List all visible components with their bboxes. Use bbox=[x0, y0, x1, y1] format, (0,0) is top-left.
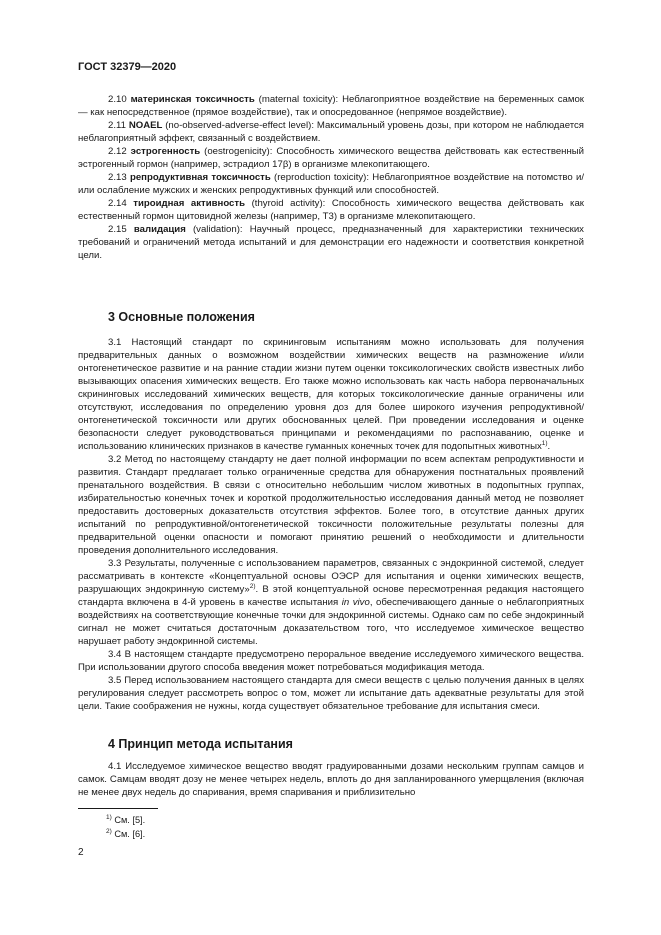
section-3-heading: 3 Основные положения bbox=[108, 310, 255, 324]
page-number: 2 bbox=[78, 847, 84, 858]
definition-item: 2.15 валидация (validation): Научный процесс, предназначенный для характеристики технических требований и ограничений метода испытаний и для демонстрации его надежности и соответствия конкретной цели. bbox=[78, 224, 584, 261]
paragraph-3-4: 3.4 В настоящем стандарте предусмотрено пероральное введение исследуемого химического вещества. При использовании другого способа введения может потребоваться модификация метода. bbox=[78, 649, 584, 673]
footnote-divider bbox=[78, 808, 158, 809]
paragraph-3-2: 3.2 Метод по настоящему стандарту не дает полной информации по всем аспектам репродуктивности и развития. Стандарт предлагает только ограниченные средства для обнаружения постнатальных проявлений пренатального воздействия. В связи с относительно небольшим числом животных в подопытных группах, избирательностью конечных точек и короткой продолжительностью исследования данный метод не позволяет предоставить достоверных доказательств отсутствия эффектов. Более того, в отсутствие данных других испытаний по репродуктивной/онтогенетической токсичности положительные результаты полезны для предварительной оценки опасности и помогают принятию решений о необходимости и длительности проведения дополнительного исследования. bbox=[78, 454, 584, 556]
definition-item: 2.11 NOAEL (no-observed-adverse-effect level): Максимальный уровень дозы, при котором не наблюдается неблагоприятный эффект, связанный с воздействием. bbox=[78, 120, 584, 144]
paragraph-3-3: 3.3 Результаты, полученные с использованием параметров, связанных с эндокринной системой, следует рассматривать в контексте «Концептуальной основы ОЭСР для испытания и оценки химических веществ, разрушающих эндокринную систему»$^{2)}$. В этой концептуальной основе пересмотренная редакция настоящего стандарта включена в 4-й уровень в качестве испытания in vivo, обеспечивающего данные о неблагоприятных воздействиях на соответствующие конечные точки для эндокринной системы. Однако сам по себе эндокринный сигнал не может считаться достаточным доказательством того, что исследуемое химическое вещество нарушает работу эндокринной системы. bbox=[78, 558, 584, 647]
section-4-heading: 4 Принцип метода испытания bbox=[108, 737, 293, 751]
section-4-body bbox=[78, 760, 584, 799]
definition-item: 2.12 эстрогенность (oestrogenicity): Способность химического вещества действовать как естественный эстрогенный гормон (например, эстрадиол 17β) в организме млекопитающего. bbox=[78, 146, 585, 170]
footnote-ref-2: 2) bbox=[249, 583, 256, 590]
footnote-2: $^{2)}$ См. [6]. bbox=[106, 828, 146, 839]
document-code-header: ГОСТ 32379—2020 bbox=[78, 61, 177, 73]
footnote-1: $^{1)}$ См. [5]. bbox=[106, 814, 146, 825]
definitions-block bbox=[78, 93, 584, 262]
definition-item: 2.14 тироидная активность (thyroid activity): Способность химического вещества действовать как естественный гормон щитовидной железы (например, Т3) в организме млекопитающего. bbox=[78, 198, 584, 222]
definition-item: 2.10 материнская токсичность (maternal toxicity): Неблагоприятное воздействие на беременных самок — как непосредственное (прямое воздействие), так и опосредованное (непрямое воздействие). bbox=[78, 94, 584, 118]
section-3-body bbox=[78, 336, 584, 713]
definition-item: 2.13 репродуктивная токсичность (reproduction toxicity): Неблагоприятное воздействие на потомство и/или ослабление мужских и женских репродуктивных функций или способностей. bbox=[78, 172, 584, 196]
footnote-ref-1: 1) bbox=[541, 440, 548, 447]
paragraph-4-1: 4.1 Исследуемое химическое вещество вводят градуированными дозами нескольким группам самцов и самок. Самцам вводят дозу не менее четырех недель, вплоть до дня запланированного умерщвления (включая не менее двух недель до спаривания, время спаривания и приблизительно bbox=[78, 761, 584, 798]
paragraph-3-1: 3.1 Настоящий стандарт по скрининговым испытаниям можно использовать для получения предварительных данных о возможном воздействии химических веществ на размножение и/или онтогенетическое развитие и на ранние стадии жизни путем оценки токсикологических свойств известных либо вызывающих опасения химических веществ. Его также можно использовать как часть набора первоначальных скрининговых исследований химических веществ, для которых токсикологические данные ограничены или отсутствуют, исследования по определению уровня доз для более широкого изучения репродуктивной/онтогенетической токсичности или других обоснованных целей. При проведении исследования и оценке безопасности следует руководствоваться принципами и рекомендациями по распознаванию, оценке и использованию клинических признаков в качестве гуманных конечных точек для подопытных животных$^{1)}$. bbox=[78, 337, 584, 452]
paragraph-3-5: 3.5 Перед использованием настоящего стандарта для смеси веществ с целью получения данных в целях регулирования следует рассмотреть вопрос о том, может ли испытание дать адекватные результаты для этой цели. Такие соображения не нужны, когда существует обязательное требование для испытания смеси. bbox=[78, 675, 584, 712]
